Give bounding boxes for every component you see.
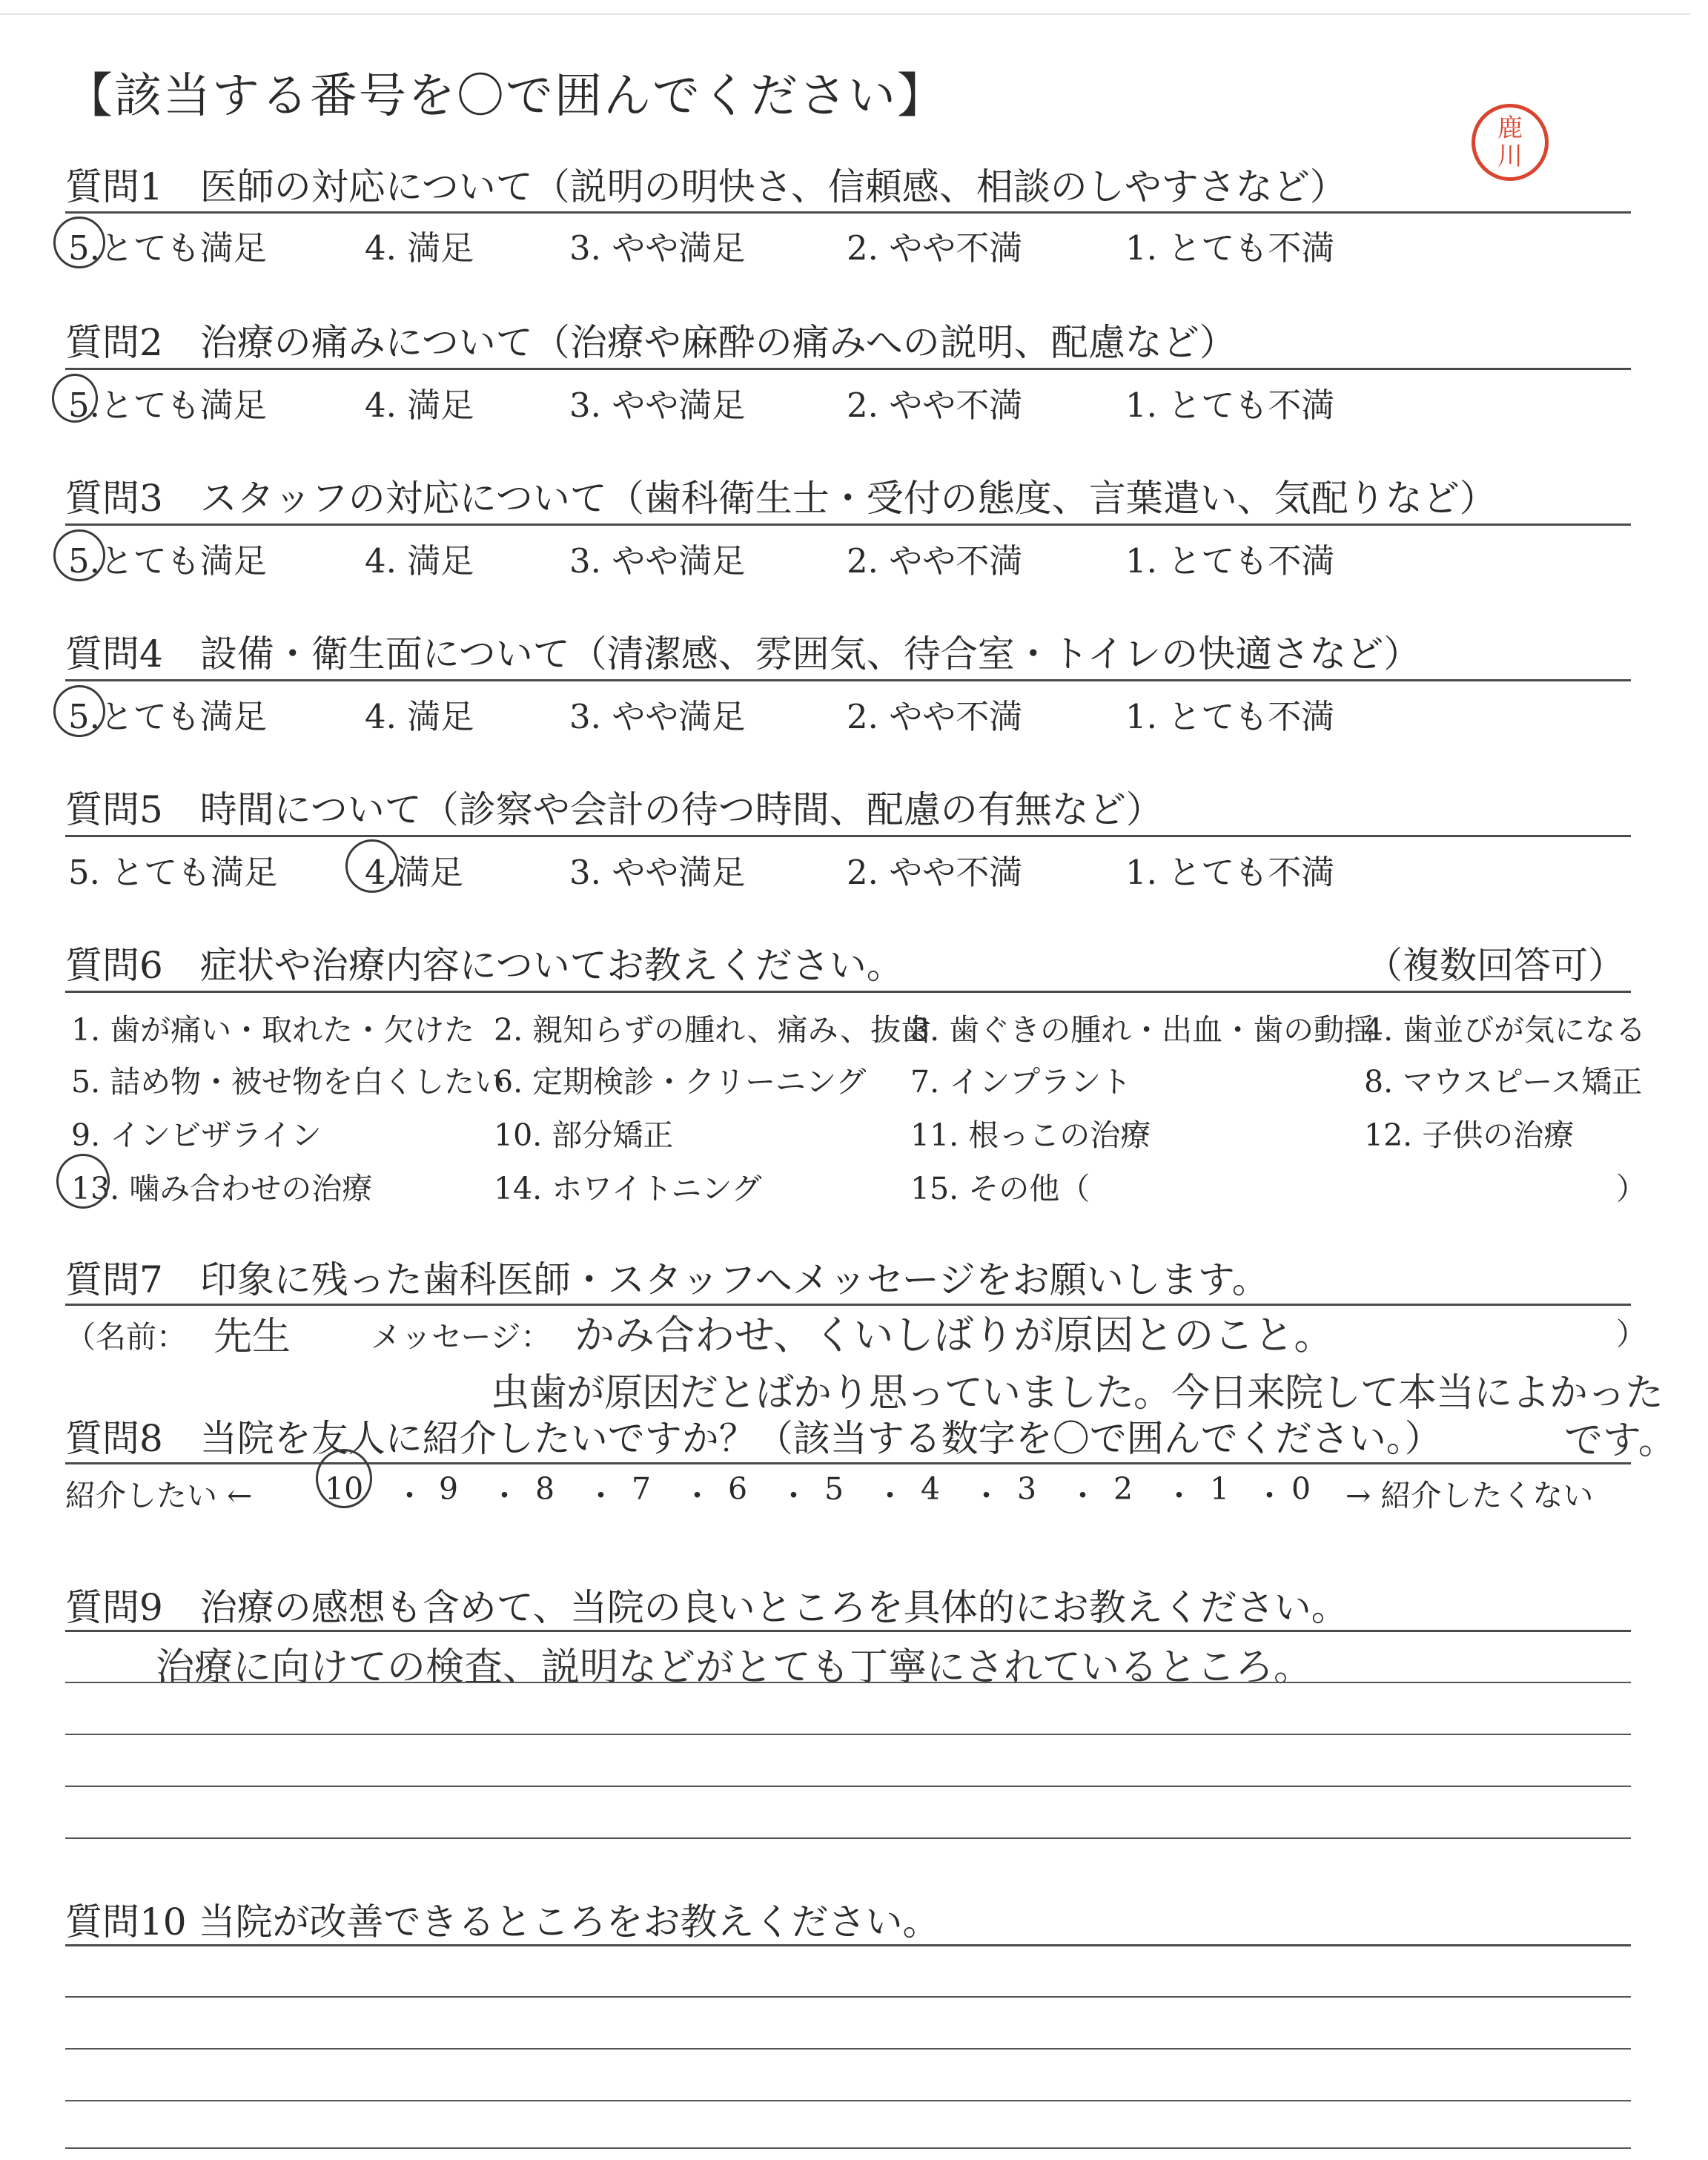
q8-rule: [65, 1462, 1631, 1464]
q6-label: 質問6 症状や治療内容についてお教えください。: [65, 944, 904, 987]
q5-option-3[interactable]: 3. やや満足: [569, 853, 746, 892]
q8-sep-7: ・: [971, 1478, 1002, 1513]
q8-scale-8[interactable]: 8: [535, 1471, 555, 1507]
q1-option-5[interactable]: 5.とても満足: [68, 228, 267, 268]
q3-selection-circle: [53, 529, 105, 581]
q6-rule: [65, 991, 1631, 993]
q3-option-3[interactable]: 3. やや満足: [569, 541, 746, 581]
q8-sep-5: ・: [778, 1478, 809, 1513]
q5-option-1[interactable]: 1. とても不満: [1125, 853, 1335, 892]
q5-option-2[interactable]: 2. やや不満: [847, 853, 1023, 892]
q6-item-10[interactable]: 10. 部分矯正: [494, 1117, 674, 1153]
q8-scale-1[interactable]: 1: [1210, 1471, 1230, 1507]
q3-option-5[interactable]: 5.とても満足: [68, 541, 267, 581]
q8-sep-6: ・: [875, 1478, 905, 1513]
seal-line-2: 川: [1497, 142, 1523, 171]
q9-rule: [65, 1630, 1631, 1632]
q6-selection-circle: [56, 1154, 110, 1209]
q7-message-line-2[interactable]: 虫歯が原因だとばかり思っていました。今日来院して本当によかった: [491, 1371, 1664, 1416]
form-title: 【該当する番号を〇で囲んでください】: [65, 69, 946, 124]
q1-option-3[interactable]: 3. やや満足: [569, 228, 746, 268]
q8-sep-3: ・: [586, 1478, 616, 1513]
page-top-edge: [0, 13, 1690, 15]
q3-option-2[interactable]: 2. やや不満: [847, 541, 1023, 581]
q5-selection-circle: [345, 839, 399, 893]
q6-item-6[interactable]: 6. 定期検診・クリーニング: [494, 1064, 867, 1100]
q9-label: 質問9 治療の感想も含めて、当院の良いところを具体的にお教えください。: [65, 1586, 1348, 1629]
q2-option-3[interactable]: 3. やや満足: [569, 386, 746, 425]
q1-rule: [65, 211, 1631, 214]
q10-answer-line-1: [65, 1996, 1631, 1998]
q7-close-paren: ）: [1616, 1316, 1646, 1352]
q8-left-label: 紹介したい ←: [65, 1478, 253, 1513]
q4-option-5[interactable]: 5.とても満足: [68, 697, 267, 736]
q8-label: 質問8 当院を友人に紹介したいですか？（該当する数字を〇で囲んでください。）: [65, 1417, 1442, 1460]
q7-message-label: メッセージ：: [371, 1319, 552, 1355]
q7-message-line-3[interactable]: です。: [1564, 1418, 1677, 1463]
q8-sep-1: ・: [394, 1478, 425, 1513]
q9-answer-line-3: [65, 1786, 1631, 1787]
q1-option-4[interactable]: 4. 満足: [365, 228, 474, 268]
q7-message-line-1[interactable]: かみ合わせ、くいしばりが原因とのこと。: [575, 1312, 1334, 1358]
q4-rule: [65, 679, 1631, 681]
q2-option-1[interactable]: 1. とても不満: [1125, 386, 1335, 425]
q4-option-3[interactable]: 3. やや満足: [569, 697, 746, 736]
q8-scale-6[interactable]: 6: [728, 1471, 748, 1507]
q10-answer-line-4: [65, 2147, 1631, 2149]
q8-scale-10[interactable]: 10: [325, 1471, 364, 1507]
q8-sep-4: ・: [682, 1478, 712, 1513]
q6-item-11[interactable]: 11. 根っこの治療: [910, 1117, 1151, 1153]
q8-scale-0[interactable]: 0: [1291, 1471, 1311, 1507]
q5-option-4[interactable]: 4.満足: [365, 853, 463, 892]
q8-scale-2[interactable]: 2: [1113, 1471, 1133, 1507]
q8-sep-2: ・: [489, 1478, 520, 1513]
q10-label: 質問10 当院が改善できるところをお教えください。: [65, 1900, 940, 1943]
q3-option-1[interactable]: 1. とても不満: [1125, 541, 1335, 581]
q6-item-13[interactable]: 13. 噛み合わせの治療: [71, 1171, 373, 1206]
q3-label: 質問3 スタッフの対応について（歯科衛生士・受付の態度、言葉遣い、気配りなど）: [65, 477, 1497, 520]
q8-sep-9: ・: [1164, 1478, 1194, 1513]
q4-option-1[interactable]: 1. とても不満: [1125, 697, 1335, 736]
q8-scale-4[interactable]: 4: [921, 1471, 941, 1507]
q1-label: 質問1 医師の対応について（説明の明快さ、信頼感、相談のしやすさなど）: [65, 165, 1347, 208]
q8-scale-7[interactable]: 7: [632, 1471, 652, 1507]
q4-option-4[interactable]: 4. 満足: [365, 697, 474, 736]
q4-label: 質問4 設備・衛生面について（清潔感、雰囲気、待合室・トイレの快適さなど）: [65, 633, 1421, 676]
q2-option-5[interactable]: 5.とても満足: [68, 386, 267, 425]
q6-item-7[interactable]: 7. インプラント: [910, 1064, 1132, 1100]
q1-selection-circle: [53, 217, 105, 268]
q7-name-value[interactable]: 先生: [214, 1315, 291, 1359]
seal-line-1: 鹿: [1497, 113, 1523, 143]
q6-item-15[interactable]: 15. その他（: [910, 1171, 1090, 1206]
q10-rule: [65, 1944, 1631, 1946]
q2-label: 質問2 治療の痛みについて（治療や麻酔の痛みへの説明、配慮など）: [65, 321, 1237, 364]
q5-option-5[interactable]: 5. とても満足: [68, 853, 278, 892]
q6-item-4[interactable]: 4. 歯並びが気になる: [1364, 1012, 1646, 1048]
q8-right-label: → 紹介したくない: [1345, 1478, 1594, 1513]
q7-name-label: （名前：: [65, 1319, 187, 1355]
q9-answer-line-1: [65, 1682, 1631, 1683]
q9-answer[interactable]: 治療に向けての検査、説明などがとても丁寧にされているところ。: [156, 1645, 1313, 1690]
q1-option-2[interactable]: 2. やや不満: [847, 228, 1023, 268]
q6-item-14[interactable]: 14. ホワイトニング: [494, 1171, 762, 1206]
q4-option-2[interactable]: 2. やや不満: [847, 697, 1023, 736]
q3-rule: [65, 524, 1631, 526]
q6-item-12[interactable]: 12. 子供の治療: [1364, 1117, 1575, 1153]
q8-scale-9[interactable]: 9: [439, 1471, 459, 1507]
q6-item-15-close: ）: [1616, 1171, 1646, 1206]
q9-answer-line-4: [65, 1837, 1631, 1839]
q2-rule: [65, 368, 1631, 370]
q8-selection-circle: [316, 1449, 372, 1508]
q6-note: （複数回答可）: [1366, 944, 1625, 987]
q9-answer-line-2: [65, 1734, 1631, 1735]
seal-stamp: [1472, 104, 1549, 181]
q6-item-5[interactable]: 5. 詰め物・被せ物を白くしたい: [71, 1064, 506, 1100]
q6-item-8[interactable]: 8. マウスピース矯正: [1364, 1064, 1643, 1100]
q6-item-1[interactable]: 1. 歯が痛い・取れた・欠けた: [71, 1012, 475, 1048]
q10-answer-line-3: [65, 2100, 1631, 2101]
q2-selection-circle: [52, 374, 98, 423]
q3-option-4[interactable]: 4. 満足: [365, 541, 474, 581]
q5-label: 質問5 時間について（診察や会計の待つ時間、配慮の有無など）: [65, 788, 1163, 831]
q8-scale-3[interactable]: 3: [1017, 1471, 1037, 1507]
q8-sep-8: ・: [1068, 1478, 1098, 1513]
q8-scale-5[interactable]: 5: [824, 1471, 844, 1507]
q6-item-2[interactable]: 2. 親知らずの腫れ、痛み、抜歯: [494, 1012, 932, 1048]
q5-rule: [65, 835, 1631, 837]
q4-selection-circle: [53, 685, 105, 737]
q7-label: 質問7 印象に残った歯科医師・スタッフへメッセージをお願いします。: [65, 1258, 1269, 1301]
q10-answer-line-2: [65, 2048, 1631, 2050]
q6-item-9[interactable]: 9. インビザライン: [71, 1117, 322, 1153]
q2-option-4[interactable]: 4. 満足: [365, 386, 474, 425]
q1-option-1[interactable]: 1. とても不満: [1125, 228, 1335, 268]
q6-item-3[interactable]: 3. 歯ぐきの腫れ・出血・歯の動揺: [910, 1012, 1375, 1048]
q8-sep-10: ・: [1254, 1478, 1285, 1513]
q2-option-2[interactable]: 2. やや不満: [847, 386, 1023, 425]
